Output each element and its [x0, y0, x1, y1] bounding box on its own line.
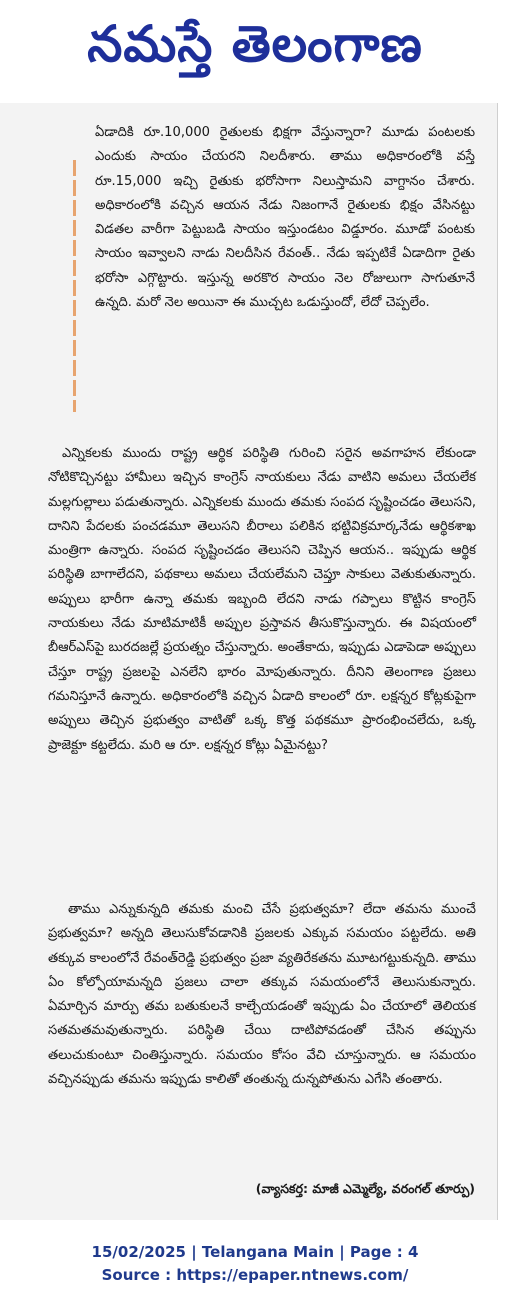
article-paragraph-2: తాము ఎన్నుకున్నది తమకు మంచి చేసే ప్రభుత్వమా? లేదా తమను ముంచే ప్రభుత్వమా? అన్నది తెలుసుకోవడానికి ప్రజలకు ఎక్కువ సమయం పట్టలేదు. అతి తక్కువ కాలంలోనే రేవంత్‌రెడ్డి ప్రభుత్వం ప్రజా వ్యతిరేకతను మూటగట్టుకున్నది. తాము ఏం కోల్పోయామన్నది ప్రజలు చాలా తక్కువ సమయంలోనే తెలుసుకున్నారు. ఏమార్చిన మార్పు తమ బతుకులనే కాల్చేయడంతో ఇప్పుడు ఏం చేయాలో తెలియక సతమతమవుతున్నారు. పరిస్థితి చేయి దాటిపోవడంతో చేసిన తప్పును తలుచుకుంటూ చింతిస్తున్నారు. సమయం కోసం వేచి చూస్తున్నారు. ఆ సమయం వచ్చినప్పుడు తమను ఇప్పుడు కాలితో తంతున్న దున్నపోతును ఎగేసి తంతారు. — [48, 902, 476, 1088]
footer-source-link[interactable]: Source : https://epaper.ntnews.com/ — [101, 1266, 409, 1284]
footer-date-edition: 15/02/2025 | Telangana Main | Page : 4 — [91, 1243, 419, 1261]
article-lead: ఏడాదికి రూ.10,000 రైతులకు భిక్షగా వేస్తున్నారా? మూడు పంటలకు ఎందుకు సాయం చేయరని నిలదీశారు. తాము అధికారంలోకి వస్తే రూ.15,000 ఇచ్చి రైతుకు భరోసాగా నిలుస్తామని వాగ్దానం చేశారు. అధికారంలోకి వచ్చిన ఆయన నేడు నిజంగానే రైతులకు భిక్షం వేసినట్టు విడతల వారీగా పెట్టుబడి సాయం ఇస్తుండటం విడ్డూరం. మూడో పంటకు సాయం ఇవ్వాలని నాడు నిలదీసిన రేవంత్.. నేడు ఇప్పటికే ఏడాదిగా రైతు భరోసా ఎగ్గొట్టారు. ఇస్తున్న అరకొర సాయం నెల రోజులుగా సాగుతూనే ఉన్నది. మరో నెల అయినా ఈ ముచ్చట ఒడుస్తుందో, లేదో చెప్పలేం. — [95, 125, 475, 311]
article-divider — [497, 103, 498, 1220]
masthead — [0, 0, 510, 100]
article-byline: (వ్యాసకర్త: మాజీ ఎమ్మెల్యే, వరంగల్ తూర్పు) — [255, 1181, 475, 1196]
lead-accent-bar — [73, 160, 76, 412]
newspaper-title: నమస్తే తెలంగాణ — [87, 14, 423, 73]
article-paragraph-1: ఎన్నికలకు ముందు రాష్ట్ర ఆర్థిక పరిస్థితి గురించి సరైన అవగాహన లేకుండా నోటికొచ్చినట్టు హామీలు ఇచ్చిన కాంగ్రెస్ నాయకులు నేడు వాటిని అమలు చేయలేక మల్లగుల్లాలు పడుతున్నారు. ఎన్నికలకు ముందు తమకు సంపద సృష్టించడం తెలుసని, దానిని పేదలకు పంచడమూ తెలుసని బీరాలు పలికిన భట్టివిక్రమార్కనేడు ఆర్థికశాఖ మంత్రిగా ఉన్నారు. సంపద సృష్టించడం తెలుసని చెప్పిన ఆయన.. ఇప్పుడు ఆర్థిక పరిస్థితి బాగాలేదని, పథకాలు అమలు చేయలేమని చెప్తూ సాకులు వెతుకుతున్నారు. అప్పులు భారీగా ఉన్నా తమకు ఇబ్బంది లేదని నాడు గప్పాలు కొట్టిన కాంగ్రెస్ నాయకులు నేడు మాటిమాటికీ అప్పుల ప్రస్తావన తీసుకొస్తున్నారు. ఈ విషయంలో బీఆర్ఎస్‌పై బురదజల్లే ప్రయత్నం చేస్తున్నారు. అంతేకాదు, ఇప్పుడు ఎడాపెడా అప్పులు చేస్తూ రాష్ట్ర ప్రజలపై ఎనలేని భారం మోపుతున్నారు. దీనిని తెలంగాణ ప్రజలు గమనిస్తూనే ఉన్నారు. అధికారంలోకి వచ్చిన ఏడాది కాలంలో రూ. లక్షన్నర కోట్లకుపైగా అప్పులు తెచ్చిన ప్రభుత్వం వాటితో ఒక్క కొత్త పథకమూ ప్రారంభించలేదు, ఒక్క ప్రాజెక్టూ కట్టలేదు. మరి ఆ రూ. లక్షన్నర కోట్లు ఏమైనట్టు? — [48, 446, 476, 753]
